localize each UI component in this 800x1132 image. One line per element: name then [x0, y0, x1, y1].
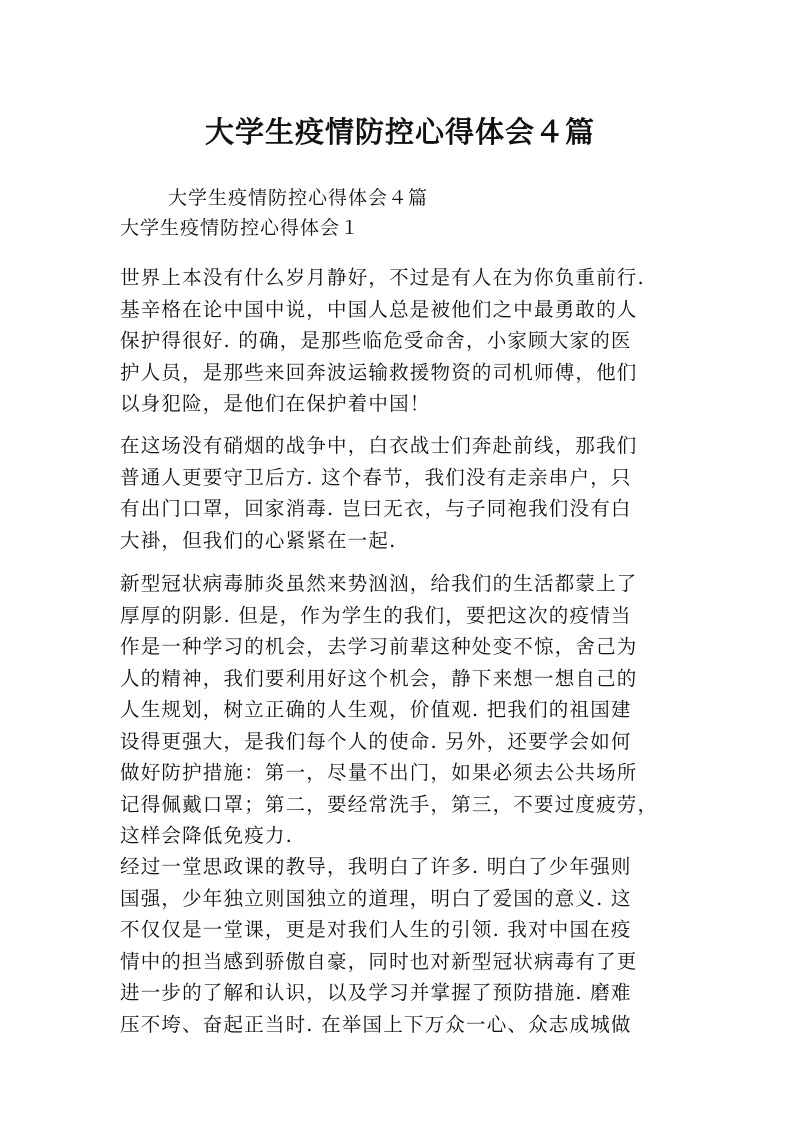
paragraph-line: 护人员，是那些来回奔波运输救援物资的司机师傅，他们	[120, 360, 638, 384]
paragraph-line: 经过一堂思政课的教导，我明白了许多. 明白了少年强则	[120, 855, 632, 878]
paragraph-line: 基辛格在论中国中说，中国人总是被他们之中最勇敢的人	[120, 297, 638, 321]
paragraph	[120, 851, 700, 1040]
paragraph-line: 人的精神，我们要利用好这个机会，静下来想一想自己的	[120, 666, 638, 690]
paragraph-line: 国强，少年独立则国独立的道理，明白了爱国的意义. 这	[120, 886, 632, 910]
paragraph-line: 记得佩戴口罩；第二，要经常洗手，第三，不要过度疲劳，	[120, 792, 659, 816]
paragraph-line: 作是一种学习的机会，去学习前辈这种处变不惊，舍己为	[120, 635, 638, 658]
paragraph	[120, 262, 700, 420]
paragraph-line: 世界上本没有什么岁月静好，不过是有人在为你负重前行.	[120, 266, 645, 289]
paragraph-line: 设得更强大，是我们每个人的使命. 另外，还要学会如何	[120, 729, 632, 753]
paragraph-line: 保护得很好. 的确，是那些临危受命舍，小家顾大家的医	[120, 329, 632, 352]
section-heading: 大学生疫情防控心得体会１	[120, 217, 361, 239]
paragraph	[120, 430, 700, 556]
paragraph-line: 以身犯险，是他们在保护着中国！	[120, 392, 431, 415]
paragraph	[120, 568, 700, 852]
paragraph-line: 压不垮、奋起正当时. 在举国上下万众一心、众志成城做	[120, 1012, 632, 1036]
paragraph-line: 厚厚的阴影. 但是，作为学生的我们，要把这次的疫情当	[120, 603, 632, 627]
paragraph-line: 做好防护措施：第一，尽量不出门，如果必须去公共场所	[120, 761, 638, 784]
paragraph-line: 进一步的了解和认识，以及学习并掌握了预防措施. 磨难	[120, 981, 632, 1004]
paragraph-line: 普通人更要守卫后方. 这个春节，我们没有走亲串户，只	[120, 465, 632, 489]
paragraph-line: 有出门口罩，回家消毒. 岂曰无衣，与子同袍我们没有白	[120, 497, 632, 520]
paragraph-line: 人生规划，树立正确的人生观，价值观. 把我们的祖国建	[120, 698, 632, 721]
document-subtitle: 大学生疫情防控心得体会４篇	[168, 187, 429, 209]
document-title: 大学生疫情防控心得体会４篇	[204, 115, 595, 149]
paragraph-line: 不仅仅是一堂课，更是对我们人生的引领. 我对中国在疫	[120, 918, 632, 941]
paragraph-line: 新型冠状病毒肺炎虽然来势汹汹，给我们的生活都蒙上了	[120, 572, 638, 595]
paragraph-line: 在这场没有硝烟的战争中，白衣战士们奔赴前线，那我们	[120, 434, 638, 457]
paragraph-line: 大褂，但我们的心紧紧在一起.	[120, 528, 397, 552]
paragraph-line: 这样会降低免疫力.	[120, 824, 293, 847]
paragraph-line: 情中的担当感到骄傲自豪，同时也对新型冠状病毒有了更	[120, 949, 638, 973]
